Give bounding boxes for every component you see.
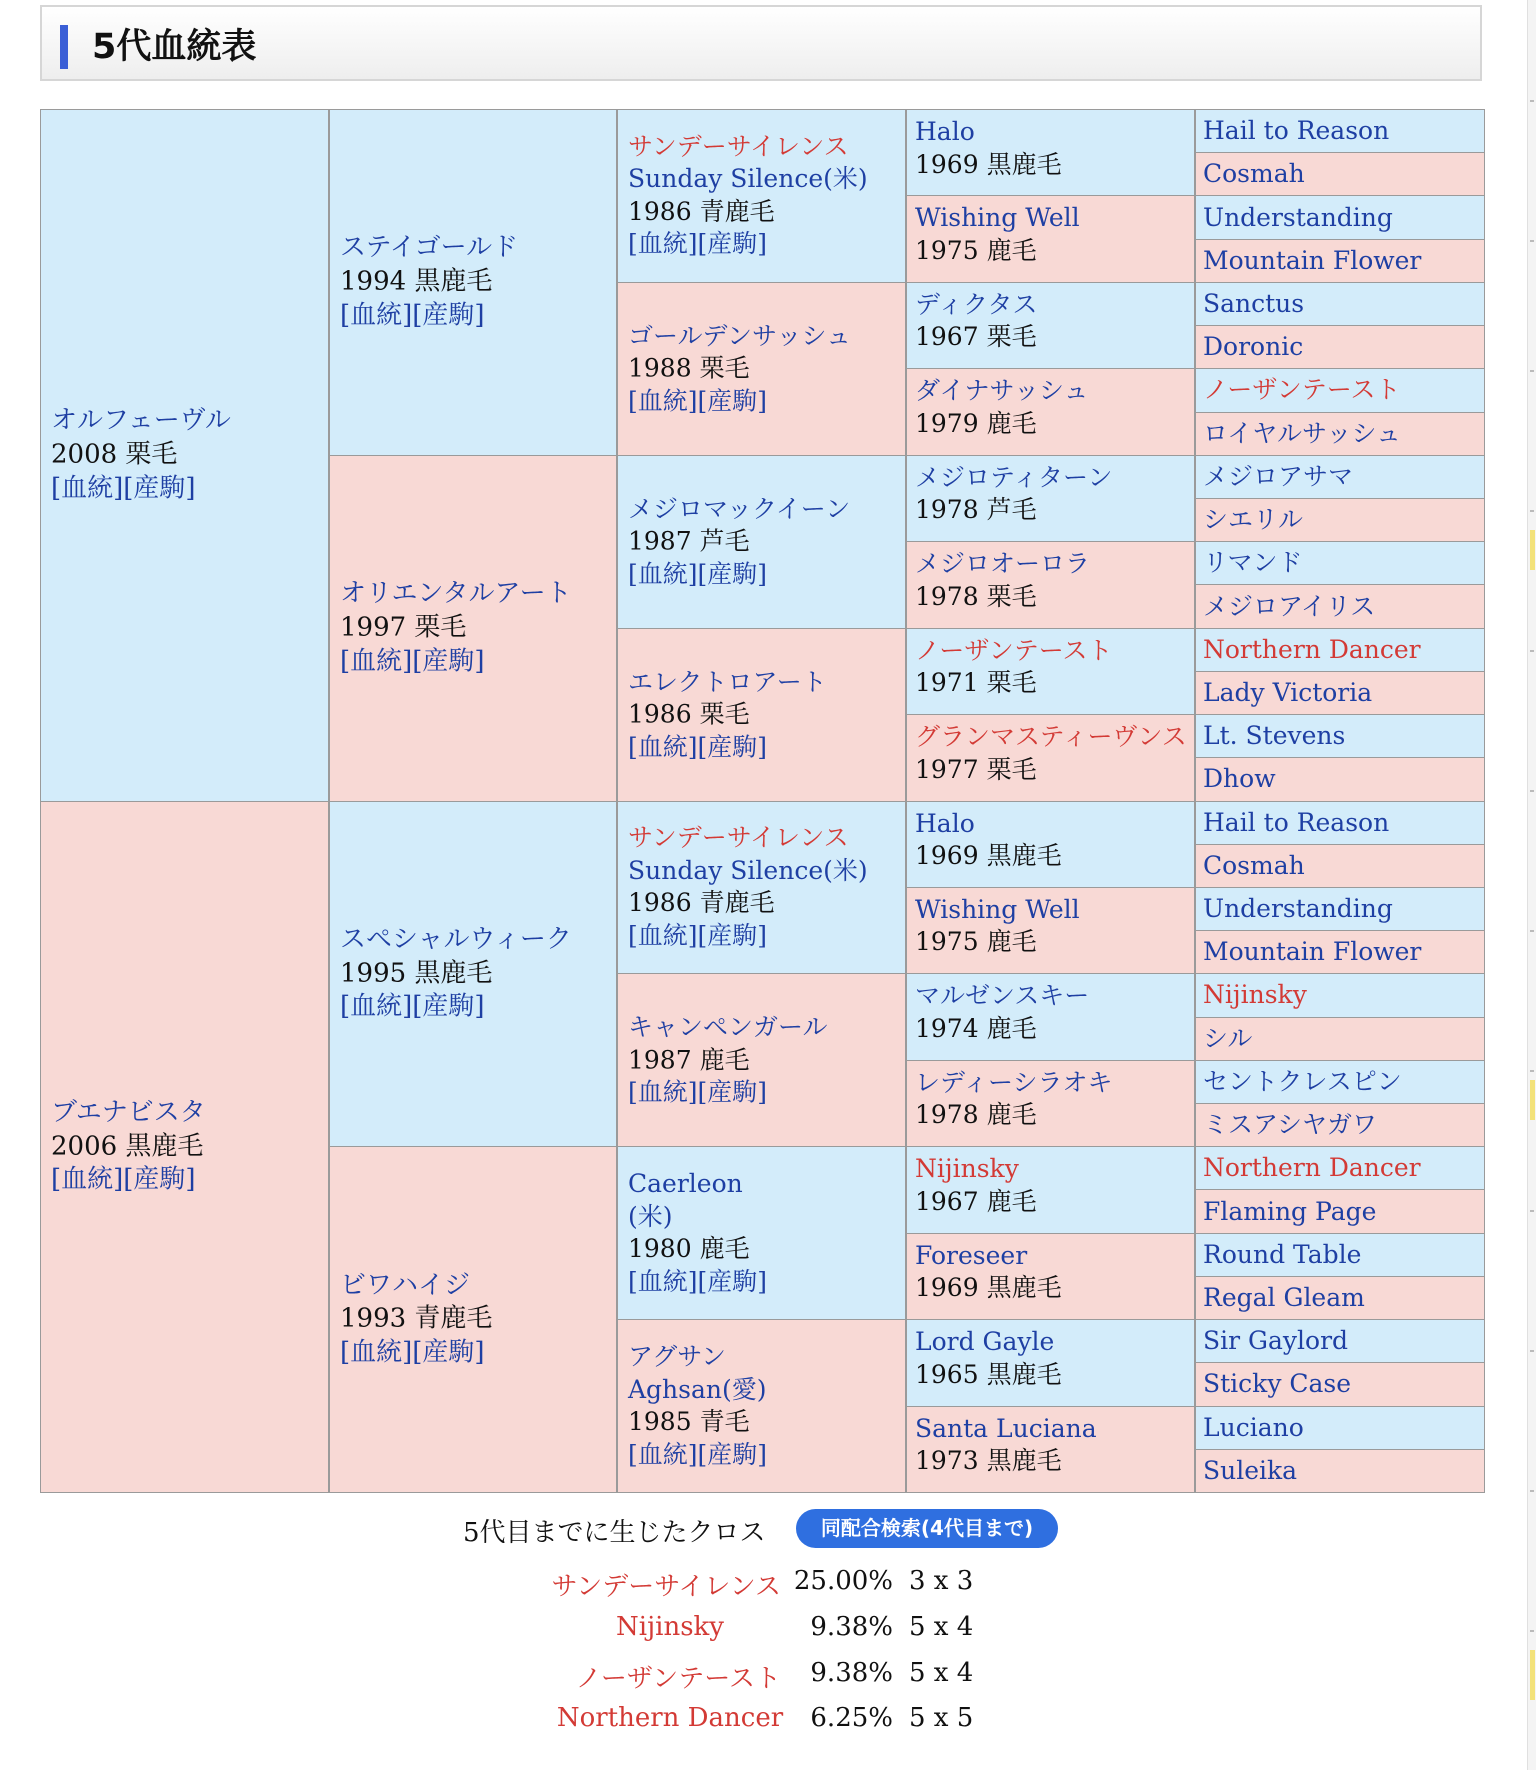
gen4-horse-cell (906, 973, 1195, 1060)
gen5-horse-cell (1195, 801, 1485, 845)
gen4-horse-cell (906, 1060, 1195, 1147)
gen2-horse-cell (329, 455, 617, 802)
horse-links: [血統][産駒] (51, 473, 196, 504)
gen5-horse-cell (1195, 584, 1485, 628)
cross-label: 5代目までに生じたクロス (463, 1518, 766, 1548)
horse-year-color: 1977 栗毛 (915, 754, 1037, 784)
horse-year-color: 1993 青鹿毛 (340, 1303, 493, 1334)
horse-year-color: 1986 栗毛 (628, 699, 750, 729)
horse-name-link[interactable]: Hail to Reason (1203, 807, 1390, 837)
horse-name-link[interactable]: Doronic (1203, 331, 1304, 361)
gen5-horse-cell (1195, 412, 1485, 456)
horse-year-color: 1973 黒鹿毛 (915, 1446, 1062, 1476)
gen4-horse-cell (906, 282, 1195, 369)
gen1-horse-cell (40, 801, 329, 1494)
horse-year-color: 1969 黒鹿毛 (915, 1273, 1062, 1303)
gen5-horse-cell (1195, 1189, 1485, 1233)
gen4-horse-cell (906, 541, 1195, 628)
scroll-tick (1530, 100, 1534, 102)
horse-year-color: 1994 黒鹿毛 (340, 266, 493, 297)
section-header (40, 5, 1482, 81)
horse-name-link[interactable]: Wishing Well (915, 894, 1080, 924)
horse-name-link[interactable]: グランマスティーヴンス (915, 722, 1187, 752)
horse-name-link[interactable]: Round Table (1203, 1239, 1362, 1269)
horse-year-color: 1969 黒鹿毛 (915, 149, 1062, 179)
horse-name-link[interactable]: シル (1203, 1023, 1253, 1053)
horse-name-link[interactable]: Lord Gayle (915, 1327, 1055, 1357)
cross-horse-link[interactable]: サンデーサイレンス (551, 1572, 781, 1602)
gen5-horse-cell (1195, 757, 1485, 801)
scroll-tick (1530, 510, 1534, 512)
gen3-horse-cell (617, 973, 906, 1147)
horse-name-link[interactable]: Caerleon (628, 1169, 743, 1199)
gen3-horse-cell (617, 628, 906, 802)
horse-name-link[interactable]: Luciano (1203, 1412, 1304, 1442)
horse-name-link[interactable]: ノーザンテースト (1203, 375, 1401, 405)
horse-name-link[interactable]: Sir Gaylord (1203, 1325, 1349, 1355)
gen5-horse-cell (1195, 930, 1485, 974)
horse-name-link[interactable]: Lady Victoria (1203, 677, 1373, 707)
horse-name-english-link[interactable]: Sunday Silence(米) (628, 164, 868, 194)
gen4-horse-cell (906, 1233, 1195, 1320)
horse-year-color: 1978 鹿毛 (915, 1100, 1037, 1130)
scroll-tick (1530, 1210, 1534, 1212)
cross-row (0, 1612, 1536, 1648)
gen4-horse-cell (906, 1406, 1195, 1493)
scrollbar-edge[interactable] (1527, 0, 1536, 1770)
horse-year-color: 1969 黒鹿毛 (915, 841, 1062, 870)
horse-name-english-link[interactable]: Aghsan(愛) (628, 1374, 767, 1404)
horse-name-link[interactable]: ステイゴールド (340, 232, 519, 263)
horse-name-link[interactable]: ディクタス (915, 289, 1038, 319)
horse-year-color: 1974 鹿毛 (915, 1013, 1037, 1043)
horse-year-color: 1995 黒鹿毛 (340, 957, 493, 988)
horse-year-color: 1967 鹿毛 (915, 1186, 1037, 1216)
horse-year-color: 1971 栗毛 (915, 668, 1037, 698)
gen2-horse-cell (329, 801, 617, 1148)
horse-name-link[interactable]: Mountain Flower (1203, 245, 1422, 275)
cross-ratio: 5 x 5 (909, 1703, 974, 1733)
gen4-horse-cell (906, 628, 1195, 715)
gen5-horse-cell (1195, 1319, 1485, 1363)
horse-links: [血統][産駒] (340, 991, 485, 1022)
gen3-horse-cell (617, 801, 906, 975)
cross-row (0, 1658, 1536, 1694)
gen5-horse-cell (1195, 671, 1485, 715)
cross-percentage: 9.38% (810, 1658, 893, 1688)
gen5-horse-cell (1195, 1146, 1485, 1190)
horse-year-color: 1967 栗毛 (915, 322, 1037, 352)
gen3-horse-cell (617, 1319, 906, 1493)
horse-year-color: 1975 鹿毛 (915, 927, 1037, 957)
horse-name-link[interactable]: マルゼンスキー (915, 981, 1090, 1011)
horse-links: [血統][産駒] (628, 1077, 768, 1107)
horse-name-link[interactable]: メジロオーロラ (915, 549, 1091, 579)
scroll-tick (1530, 240, 1534, 242)
horse-year-color: 1997 栗毛 (340, 612, 467, 643)
horse-year-color: 1988 栗毛 (628, 353, 750, 383)
horse-name-link[interactable]: Suleika (1203, 1455, 1298, 1485)
scroll-tick (1530, 790, 1534, 792)
scroll-tick (1530, 1490, 1534, 1492)
gen4-horse-cell (906, 887, 1195, 974)
scroll-highlight (1530, 1080, 1535, 1120)
horse-name-link[interactable]: サンデーサイレンス (628, 131, 849, 161)
gen5-horse-cell (1195, 239, 1485, 283)
horse-year-color: 1985 青毛 (628, 1407, 750, 1437)
horse-name-link[interactable]: オリエンタルアート (340, 578, 572, 609)
gen5-horse-cell (1195, 1406, 1485, 1450)
horse-year-color: 1980 鹿毛 (628, 1234, 750, 1264)
same-mating-search-button[interactable]: 同配合検索(4代目まで) (796, 1509, 1058, 1548)
gen5-horse-cell (1195, 1017, 1485, 1061)
cross-percentage: 25.00% (793, 1566, 893, 1596)
horse-name-link[interactable]: ロイヤルサッシュ (1203, 418, 1402, 448)
horse-year-color: 1986 青鹿毛 (628, 888, 775, 918)
cross-ratio: 5 x 4 (909, 1658, 974, 1688)
scroll-tick (1530, 1350, 1534, 1352)
gen3-horse-cell (617, 282, 906, 456)
gen5-horse-cell (1195, 973, 1485, 1017)
scroll-tick (1530, 370, 1534, 372)
horse-name-link[interactable]: Regal Gleam (1203, 1282, 1365, 1312)
scroll-tick (1530, 1070, 1534, 1072)
horse-year-color: 2008 栗毛 (51, 439, 178, 470)
cross-percentage: 6.25% (810, 1703, 893, 1733)
gen5-horse-cell (1195, 628, 1485, 672)
horse-name-link[interactable]: ブエナビスタ (51, 1097, 206, 1128)
gen5-horse-cell (1195, 109, 1485, 153)
gen2-horse-cell (329, 109, 617, 456)
gen5-horse-cell (1195, 282, 1485, 326)
horse-name-link[interactable]: レディーシラオキ (915, 1067, 1113, 1097)
cross-ratio: 5 x 4 (909, 1612, 974, 1642)
gen4-horse-cell (906, 1146, 1195, 1233)
horse-name-link[interactable]: セントクレスピン (1203, 1066, 1402, 1096)
horse-name-link[interactable]: Understanding (1203, 893, 1393, 923)
gen5-horse-cell (1195, 1233, 1485, 1277)
horse-name-link[interactable]: Northern Dancer (1203, 634, 1421, 664)
cross-ratio: 3 x 3 (909, 1566, 974, 1596)
horse-year-color: 1975 鹿毛 (915, 235, 1037, 265)
horse-name-link[interactable]: Foreseer (915, 1240, 1028, 1270)
gen5-horse-cell (1195, 844, 1485, 888)
horse-links: [血統][産駒] (628, 731, 768, 761)
horse-name-link[interactable]: Hail to Reason (1203, 115, 1390, 145)
gen4-horse-cell (906, 109, 1195, 196)
horse-name-link[interactable]: スペシャルウィーク (340, 924, 572, 955)
horse-name-link[interactable]: メジロティターン (915, 462, 1113, 492)
horse-name-link[interactable]: オルフェーヴル (51, 405, 231, 436)
gen4-horse-cell (906, 1319, 1195, 1406)
horse-name-link[interactable]: ミスアシヤガワ (1203, 1109, 1378, 1139)
horse-name-link[interactable]: Halo (915, 808, 975, 838)
horse-name-link[interactable]: Wishing Well (915, 203, 1080, 233)
gen5-horse-cell (1195, 1103, 1485, 1147)
horse-year-color: 1978 芦毛 (915, 495, 1037, 525)
horse-name-link[interactable]: Halo (915, 117, 975, 146)
gen2-horse-cell (329, 1146, 617, 1493)
horse-name-link[interactable]: Cosmah (1203, 850, 1305, 880)
horse-name-link[interactable]: Flaming Page (1203, 1196, 1377, 1226)
gen5-horse-cell (1195, 887, 1485, 931)
horse-name-link[interactable]: Understanding (1203, 202, 1393, 232)
gen5-horse-cell (1195, 1449, 1485, 1493)
horse-links: [血統][産駒] (628, 1439, 768, 1469)
horse-name-link[interactable]: Dhow (1203, 764, 1276, 794)
gen3-horse-cell (617, 109, 906, 283)
scroll-highlight (1530, 530, 1535, 570)
scroll-tick (1530, 930, 1534, 932)
horse-links: [血統][産駒] (628, 1266, 768, 1296)
horse-year-color: 1987 芦毛 (628, 526, 750, 556)
gen4-horse-cell (906, 195, 1195, 282)
horse-links: [血統][産駒] (628, 386, 768, 416)
horse-name-link[interactable]: Sticky Case (1203, 1369, 1352, 1399)
horse-year-color: 1987 鹿毛 (628, 1045, 750, 1075)
horse-name-link[interactable]: ゴールデンサッシュ (628, 321, 852, 351)
horse-year-color: 2006 黒鹿毛 (51, 1130, 204, 1161)
pedigree-table (40, 109, 1485, 1492)
gen5-horse-cell (1195, 455, 1485, 499)
horse-name-english-link[interactable]: Sunday Silence(米) (628, 855, 868, 885)
gen3-horse-cell (617, 1146, 906, 1320)
horse-links: [血統][産駒] (340, 646, 485, 677)
horse-name-link[interactable]: ノーザンテースト (915, 635, 1113, 665)
cross-row (0, 1703, 1536, 1739)
horse-links: [血統][産駒] (628, 558, 768, 588)
gen4-horse-cell (906, 455, 1195, 542)
gen5-horse-cell (1195, 195, 1485, 239)
header-accent-bar (60, 25, 68, 69)
gen5-horse-cell (1195, 541, 1485, 585)
horse-name-link[interactable]: エレクトロアート (628, 666, 827, 696)
horse-name-link[interactable]: キャンペンガール (628, 1012, 828, 1042)
horse-year-color: 1986 青鹿毛 (628, 196, 775, 226)
cross-horse-link[interactable]: ノーザンテースト (575, 1664, 781, 1694)
horse-name-link[interactable]: メジロアイリス (1203, 591, 1376, 621)
horse-links: [血統][産駒] (340, 1337, 485, 1368)
gen5-horse-cell (1195, 368, 1485, 412)
horse-name-link[interactable]: サンデーサイレンス (628, 823, 849, 853)
horse-links: [血統][産駒] (51, 1164, 196, 1195)
horse-links: [血統][産駒] (628, 229, 768, 259)
gen4-horse-cell (906, 801, 1195, 888)
horse-name-link[interactable]: メジロアサマ (1203, 461, 1354, 491)
gen5-horse-cell (1195, 1362, 1485, 1406)
horse-year-color: 1965 黒鹿毛 (915, 1359, 1062, 1389)
cross-horse-link[interactable]: Nijinsky (616, 1612, 724, 1642)
horse-name-link[interactable]: Sanctus (1203, 288, 1305, 318)
horse-name-link[interactable]: Cosmah (1203, 159, 1305, 189)
horse-name-link[interactable]: シエリル (1203, 504, 1304, 534)
scroll-tick (1530, 1630, 1534, 1632)
horse-name-link[interactable]: メジロマックイーン (628, 493, 851, 523)
horse-name-link[interactable]: リマンド (1203, 548, 1303, 578)
cross-row (0, 1566, 1536, 1602)
horse-name-english-link[interactable]: (米) (628, 1201, 673, 1231)
horse-links: [血統][産駒] (628, 920, 768, 950)
horse-name-link[interactable]: Mountain Flower (1203, 937, 1422, 967)
gen5-horse-cell (1195, 152, 1485, 196)
cross-horse-link[interactable]: Northern Dancer (556, 1703, 784, 1733)
cross-percentage: 9.38% (810, 1612, 893, 1642)
gen3-horse-cell (617, 455, 906, 629)
horse-name-link[interactable]: Northern Dancer (1203, 1153, 1421, 1183)
gen4-horse-cell (906, 714, 1195, 801)
horse-name-link[interactable]: Lt. Stevens (1203, 720, 1346, 750)
horse-links: [血統][産駒] (340, 300, 485, 331)
gen5-horse-cell (1195, 1276, 1485, 1320)
scroll-highlight (1530, 1650, 1535, 1700)
gen5-horse-cell (1195, 1060, 1485, 1104)
scroll-tick (1530, 650, 1534, 652)
horse-name-link[interactable]: Nijinsky (915, 1154, 1019, 1184)
horse-name-link[interactable]: Santa Luciana (915, 1413, 1097, 1443)
gen5-horse-cell (1195, 325, 1485, 369)
gen1-horse-cell (40, 109, 329, 802)
horse-name-link[interactable]: ダイナサッシュ (915, 376, 1089, 406)
horse-year-color: 1978 栗毛 (915, 581, 1037, 611)
gen5-horse-cell (1195, 498, 1485, 542)
horse-name-link[interactable]: ビワハイジ (340, 1269, 471, 1300)
gen5-horse-cell (1195, 714, 1485, 758)
gen4-horse-cell (906, 368, 1195, 455)
horse-year-color: 1979 鹿毛 (915, 408, 1037, 438)
horse-name-link[interactable]: アグサン (628, 1342, 727, 1372)
page-title: 5代血統表 (92, 27, 257, 67)
horse-name-link[interactable]: Nijinsky (1203, 980, 1307, 1010)
